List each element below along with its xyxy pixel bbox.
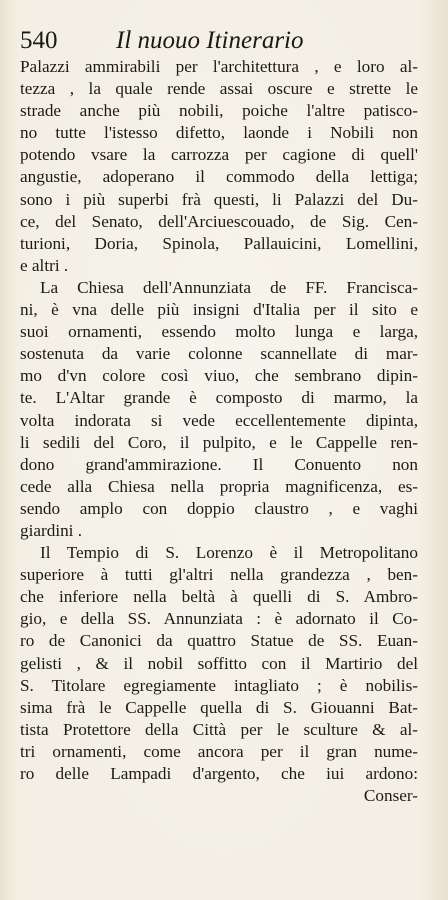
text-line: sono i più superbi frà questi, li Palazzi del Du- bbox=[20, 189, 418, 209]
text-line: sendo amplo con doppio claustro , e vaghi bbox=[20, 498, 418, 518]
text-line: turioni, Doria, Spinola, Pallauicini, Lomellini, bbox=[20, 233, 418, 253]
text-line: li sedili del Coro, il pulpito, e le Cappelle ren- bbox=[20, 432, 418, 452]
body-text bbox=[20, 56, 418, 807]
text-line: superiore à tutti gl'altri nella grandezza , ben- bbox=[20, 565, 418, 585]
paragraph bbox=[20, 542, 418, 785]
text-line: che inferiore nella beltà à quelli di S. Ambro- bbox=[20, 587, 418, 607]
text-line: tezza , la quale rende assai oscure e strette le bbox=[20, 79, 418, 99]
text-line: La Chiesa dell'Annunziata de FF. Franciscа- bbox=[40, 277, 418, 297]
text-line: ro delle Lampadi d'argento, che iui ardono: bbox=[20, 764, 418, 783]
text-line: gio, e della SS. Annunziata : è adornato il Co- bbox=[20, 609, 418, 629]
text-line: ce, del Senato, dell'Arciuescouado, de Sig. Cen- bbox=[20, 211, 418, 231]
text-line: cede alla Chiesa nella propria magnificenza, es- bbox=[20, 476, 418, 496]
text-line: no tutte l'istesso difetto, laonde i Nobili non bbox=[20, 123, 418, 143]
text-line: angustie, adoperano il commodo della lettiga; bbox=[20, 167, 418, 187]
text-line: tista Protettore della Città per le sculture & al- bbox=[20, 719, 418, 739]
text-line: Il Tempio di S. Lorenzo è il Metropolitano bbox=[40, 543, 418, 563]
text-line: giardini . bbox=[20, 520, 83, 540]
text-line: strade anche più nobili, poiche l'altre patisco- bbox=[20, 101, 418, 121]
text-line: dono grand'ammirazione. Il Conuento non bbox=[20, 454, 418, 474]
text-line: suoi ornamenti, essendo molto lunga e larga, bbox=[20, 322, 418, 342]
text-line: ro de Canonici da quattro Statue de SS. Euan- bbox=[20, 631, 418, 651]
text-line: sostenuta da varie colonne scannellate di mar- bbox=[20, 344, 418, 364]
paragraph bbox=[20, 277, 418, 542]
catchword: Conser- bbox=[363, 786, 418, 806]
text-line: ni, è vna delle più insigni d'Italia per il sito e bbox=[20, 300, 418, 320]
text-line: potendo vsare la carrozza per cagione di quell' bbox=[20, 145, 418, 165]
text-line: volta indorata si vede eccellentemente dipinta, bbox=[20, 410, 418, 430]
text-line: gelisti , & il nobil soffitto con il Martirio del bbox=[20, 653, 418, 673]
text-line: te. L'Altar grande è composto di marmo, la bbox=[20, 388, 418, 408]
text-line: mo d'vn colore così viuo, che sembrano dipin- bbox=[20, 366, 418, 386]
text-line: S. Titolare egregiamente intagliato ; è nobilis- bbox=[20, 675, 418, 695]
text-line: sima frà le Cappelle quella di S. Giouanni Bat- bbox=[20, 697, 418, 717]
page-number: 540 bbox=[20, 27, 58, 54]
text-line: tri ornamenti, come ancora per il gran nume- bbox=[20, 741, 418, 761]
paragraph bbox=[20, 56, 418, 277]
page-header bbox=[20, 26, 420, 56]
running-title: Il nuouo Itinerario bbox=[116, 27, 304, 54]
text-line: Palazzi ammirabili per l'architettura , e loro al- bbox=[20, 57, 418, 76]
text-line: e altri . bbox=[20, 255, 69, 275]
